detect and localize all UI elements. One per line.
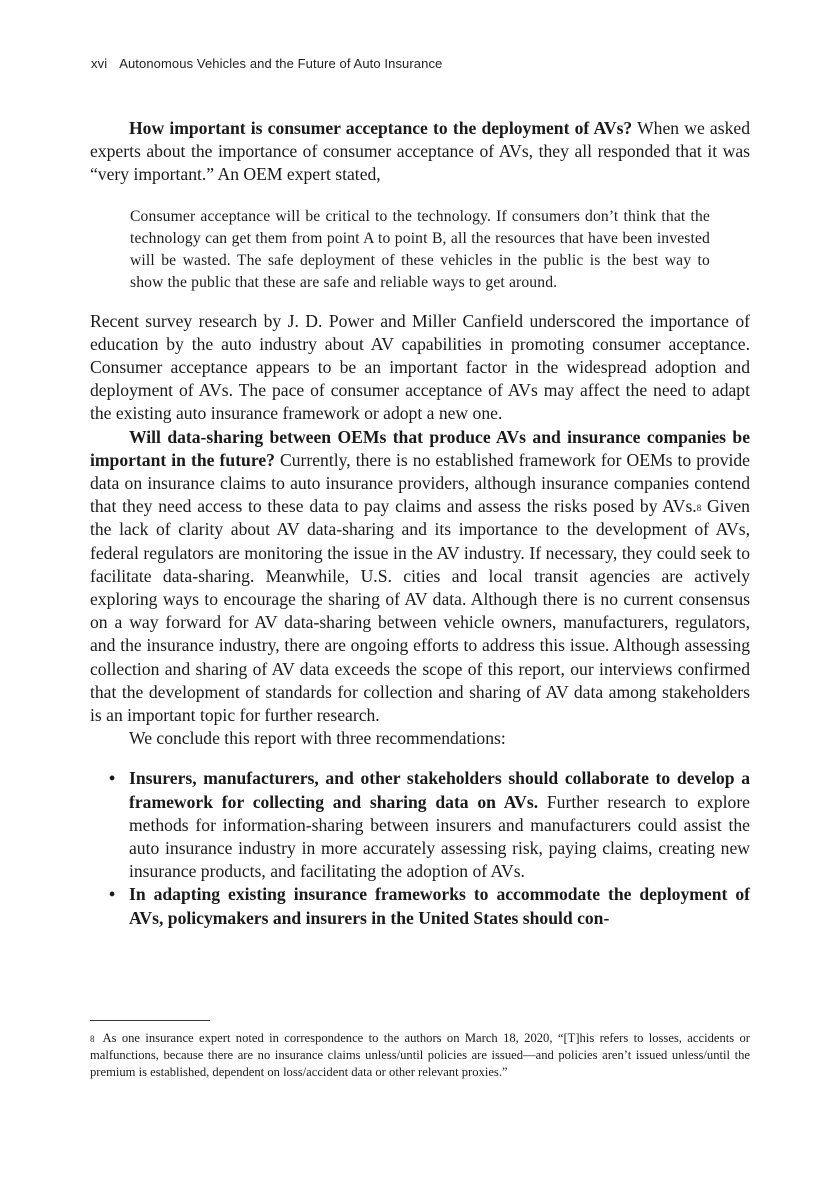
footnote-rule xyxy=(90,1020,210,1021)
recommendation-lead: In adapting existing insurance frameworks to accommodate the deployment of AVs, policymakers and insurers in the United States should con- xyxy=(129,884,750,928)
footnote-text: As one insurance expert noted in correspondence to the authors on March 18, 2020, “[T]his refers to losses, accidents or malfunctions, because there are no insurance claims unless/until policies are issued—and policies aren’t issued unless/until the premium is established, dependent on loss/accident data or other relevant proxies.” xyxy=(90,1031,750,1079)
run-in-heading: Will data-sharing between OEMs that produce AVs and insurance companies be important in the future? xyxy=(90,426,750,470)
page-number: xvi xyxy=(91,56,108,71)
paragraph-text: Given the lack of clarity about AV data-sharing and its importance to the development of AVs, federal regulators are monitoring the issue in the AV industry. If necessary, they could seek to facilitate data-sharing. Meanwhile, U.S. cities and local transit agencies are actively exploring ways to encourage the sharing of AV data. Although there is no current consensus on a way forward for AV data-sharing between vehicle owners, manufacturers, regulators, and the insurance industry, there are ongoing efforts to address this issue. Although assessing collection and sharing of AV data exceeds the scope of this report, our interviews confirmed that the development of standards for collection and sharing of AV data among stakeholders is an important topic for further research. xyxy=(90,496,750,726)
recommendation-lead: Insurers, manufacturers, and other stakeholders should collaborate to develop a framework for collecting and sharing data on AVs. xyxy=(129,768,750,812)
paragraph-text: Currently, there is no established framework for OEMs to provide data on insurance claims to auto insurance providers, although insurance companies contend that they need access to these data to pay claims and assess the risks posed by AVs. xyxy=(90,449,750,517)
paragraph-survey-research: Recent survey research by J. D. Power and Miller Canfield underscored the importance of education by the auto industry about AV capabilities in promoting consumer acceptance. Consumer acceptance appears to be an important factor in the widespread adoption and deployment of AVs. The pace of consumer acceptance of AVs may affect the need to adapt the existing auto insurance framework or adopt a new one. xyxy=(90,310,750,424)
recommendations-list xyxy=(90,767,750,929)
running-head xyxy=(91,56,442,71)
paragraph-consumer-acceptance xyxy=(90,117,750,187)
footnote-reference[interactable]: 8 xyxy=(696,503,702,514)
block-quote: Consumer acceptance will be critical to the technology. If consumers don’t think that the technology can get them from point A to point B, all the resources that have been invested will be wasted. The safe deployment of these vehicles in the public is the best way to show the public that these are safe and reliable ways to get around. xyxy=(130,207,710,291)
paragraph-data-sharing xyxy=(90,426,750,728)
run-in-heading: How important is consumer acceptance to the deployment of AVs? xyxy=(129,118,633,138)
paragraph-text: When we asked experts about the importance of consumer acceptance of AVs, they all responded that it was “very important.” An OEM expert stated, xyxy=(90,118,750,185)
body-text xyxy=(90,117,750,930)
recommendation-text: Further research to explore methods for information-sharing between insurers and manufacturers could assist the auto insurance industry in more accurately assessing risk, paying claims, creating new insurance products, and facilitating the adoption of AVs. xyxy=(129,791,750,882)
footnote xyxy=(90,1030,750,1081)
paragraph-conclusion-intro: We conclude this report with three recommendations: xyxy=(129,728,506,749)
running-head-title: Autonomous Vehicles and the Future of Auto Insurance xyxy=(119,56,443,71)
bullet: • xyxy=(109,884,116,905)
list-item xyxy=(109,767,750,883)
footnote-number: 8 xyxy=(90,1034,95,1044)
bullet: • xyxy=(109,768,116,789)
list-item xyxy=(109,883,750,929)
